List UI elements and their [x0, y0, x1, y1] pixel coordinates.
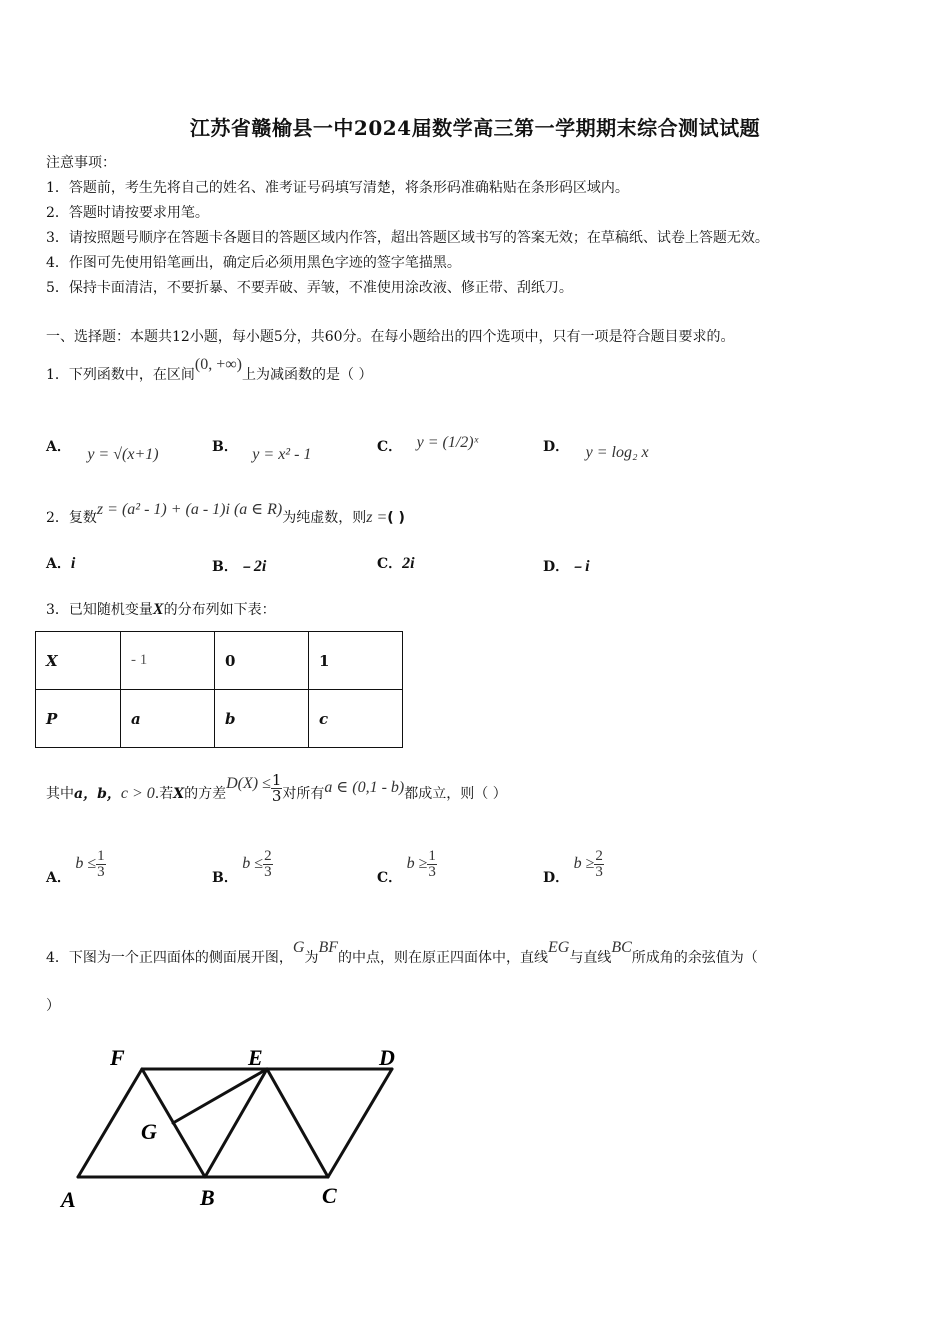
option-label: C． — [377, 870, 403, 886]
q3-cond-vars: a，b， — [74, 786, 121, 802]
q3-domain: a ∈ (0,1 - b) — [324, 779, 405, 796]
option-lhs: b ≤ — [242, 855, 264, 872]
q2-expression: z = (a² - 1) + (a - 1)i (a ∈ R) — [96, 501, 283, 518]
q3-fraction — [271, 770, 283, 805]
table-cell: - 1 — [121, 632, 215, 690]
q3-cond-text-2: .若 — [154, 786, 174, 802]
option-expression: y = log₂ x — [585, 444, 649, 461]
q1-option-b[interactable] — [212, 436, 312, 463]
q2-z: z = — [366, 509, 388, 526]
option-label: C． — [377, 556, 403, 572]
q3-variance: D(X) ≤ — [226, 775, 271, 792]
q2-option-a[interactable] — [46, 553, 75, 573]
question-3-stem — [46, 599, 276, 619]
q1-option-a[interactable] — [46, 436, 159, 463]
option-label: D． — [543, 439, 570, 455]
option-lhs: b ≥ — [573, 855, 595, 872]
option-value: ﹣2i — [237, 558, 267, 575]
note-item: 4．作图可先使用铅笔画出，确定后必须用黑色字迹的签字笔描黑。 — [46, 255, 461, 271]
label-E: E — [248, 1045, 263, 1070]
q2-stem-text: 2．复数 — [46, 510, 97, 526]
q4-BC: BC — [611, 939, 632, 956]
edge-EC — [267, 1069, 328, 1177]
question-4-stem — [46, 939, 758, 967]
label-B: B — [200, 1185, 215, 1210]
option-label: A． — [46, 439, 71, 455]
label-D: D — [379, 1045, 395, 1070]
fraction-denominator: 3 — [271, 786, 282, 805]
fraction-denominator: 3 — [264, 863, 272, 880]
fraction-numerator: 2 — [595, 847, 603, 864]
q1-stem-text: 1．下列函数中，在区间 — [46, 367, 195, 383]
option-fraction — [263, 849, 273, 880]
q3-stem-text: 3．已知随机变量 — [46, 602, 153, 618]
option-label: B． — [212, 439, 238, 455]
table-cell: 1 — [309, 632, 403, 690]
q2-option-d[interactable] — [543, 553, 590, 576]
q4-stem-close: ） — [46, 998, 60, 1014]
option-label: A． — [46, 870, 71, 886]
option-label: D． — [543, 870, 570, 886]
fraction-numerator: 1 — [97, 847, 105, 864]
q4-stem-text-3: 的中点，则在原正四面体中，直线 — [338, 950, 549, 966]
q2-option-c[interactable] — [377, 553, 415, 573]
option-label: B． — [212, 559, 238, 575]
q3-option-d[interactable] — [543, 848, 604, 892]
table-cell: X — [36, 632, 121, 690]
q1-interval: (0, +∞) — [194, 356, 243, 373]
q1-stem-text-2: 上为减函数的是（ ） — [242, 367, 373, 383]
option-label: A． — [46, 556, 71, 572]
question-1-stem — [46, 356, 373, 384]
option-value: ﹣i — [569, 558, 590, 575]
table-row — [36, 690, 403, 748]
option-expression: y = (1/2)ˣ — [416, 434, 479, 451]
q4-G: G — [292, 939, 305, 956]
label-F: F — [110, 1045, 125, 1070]
q4-EG: EG — [548, 939, 570, 956]
q3-option-a[interactable] — [46, 848, 106, 892]
q4-stem-text-5: 所成角的余弦值为（ — [631, 950, 758, 966]
option-expression: y = √(x+1) — [87, 446, 159, 463]
q3-option-b[interactable] — [212, 848, 273, 892]
q2-option-b[interactable] — [212, 553, 266, 576]
edge-CD — [328, 1069, 392, 1177]
q3-cond-var: X — [173, 786, 185, 802]
q3-stem-text-2: 的分布列如下表： — [163, 602, 276, 618]
note-item: 1．答题前，考生先将自己的姓名、准考证号码填写清楚，将条形码准确粘贴在条形码区域内。 — [46, 180, 629, 196]
table-cell: a — [121, 690, 215, 748]
edge-AF — [78, 1069, 142, 1177]
note-item: 5．保持卡面清洁，不要折暴、不要弄破、弄皱，不准使用涂改液、修正带、刮纸刀。 — [46, 280, 573, 296]
table-cell: 0 — [215, 632, 309, 690]
q4-stem-text: 4．下图为一个正四面体的侧面展开图， — [46, 950, 293, 966]
note-item: 2．答题时请按要求用笔。 — [46, 205, 209, 221]
q3-cond-text-3: 的方差 — [184, 786, 227, 802]
table-cell: c — [309, 690, 403, 748]
notes-heading: 注意事项： — [46, 155, 116, 171]
q3-cond-text: 其中 — [46, 786, 74, 802]
option-fraction — [594, 849, 604, 880]
fraction-denominator: 3 — [428, 863, 436, 880]
q3-var: X — [152, 601, 164, 618]
section-heading: 一、选择题：本题共12小题，每小题5分，共60分。在每小题给出的四个选项中，只有一项是符合题目要求的。 — [46, 329, 735, 345]
question-2-stem — [46, 501, 405, 527]
q3-cond-text-4: 对所有 — [282, 786, 325, 802]
fraction-denominator: 3 — [97, 863, 105, 880]
q3-option-c[interactable] — [377, 848, 437, 892]
option-label: C． — [377, 439, 403, 455]
option-fraction — [96, 849, 106, 880]
table-cell: P — [36, 690, 121, 748]
fraction-numerator: 1 — [428, 847, 436, 864]
option-fraction — [427, 849, 437, 880]
q4-stem-text-4: 与直线 — [569, 950, 612, 966]
option-lhs: b ≥ — [406, 855, 428, 872]
q3-cond-c: c > 0 — [120, 785, 155, 802]
q4-BF: BF — [318, 939, 339, 956]
table-cell: b — [215, 690, 309, 748]
option-value: 2i — [402, 555, 415, 572]
fraction-numerator: 1 — [271, 770, 282, 789]
option-value: i — [70, 555, 76, 572]
q3-cond-text-5: 都成立，则（ ） — [404, 786, 507, 802]
option-lhs: b ≤ — [75, 855, 97, 872]
option-label: D． — [543, 559, 570, 575]
q3-condition — [46, 772, 507, 816]
option-label: B． — [212, 870, 238, 886]
fraction-denominator: 3 — [595, 863, 603, 880]
q2-stem-text-2: 为纯虚数，则 — [282, 510, 367, 526]
option-expression: y = x² - 1 — [252, 446, 312, 463]
q1-option-c[interactable] — [377, 436, 478, 456]
q1-option-d[interactable] — [543, 436, 649, 461]
note-item: 3．请按照题号顺序在答题卡各题目的答题区域内作答，超出答题区域书写的答案无效；在草稿纸、试卷上答题无效。 — [46, 230, 769, 246]
distribution-table — [35, 631, 403, 748]
table-row — [36, 632, 403, 690]
fraction-numerator: 2 — [264, 847, 272, 864]
q2-paren: ( ) — [387, 510, 405, 526]
label-G: G — [141, 1119, 157, 1144]
page-title: 江苏省赣榆县一中2024届数学高三第一学期期末综合测试试题 — [189, 116, 761, 140]
label-C: C — [322, 1183, 337, 1208]
label-A: A — [61, 1187, 76, 1212]
q4-stem-text-2: 为 — [304, 950, 319, 966]
tetrahedron-net-figure — [55, 1035, 415, 1220]
